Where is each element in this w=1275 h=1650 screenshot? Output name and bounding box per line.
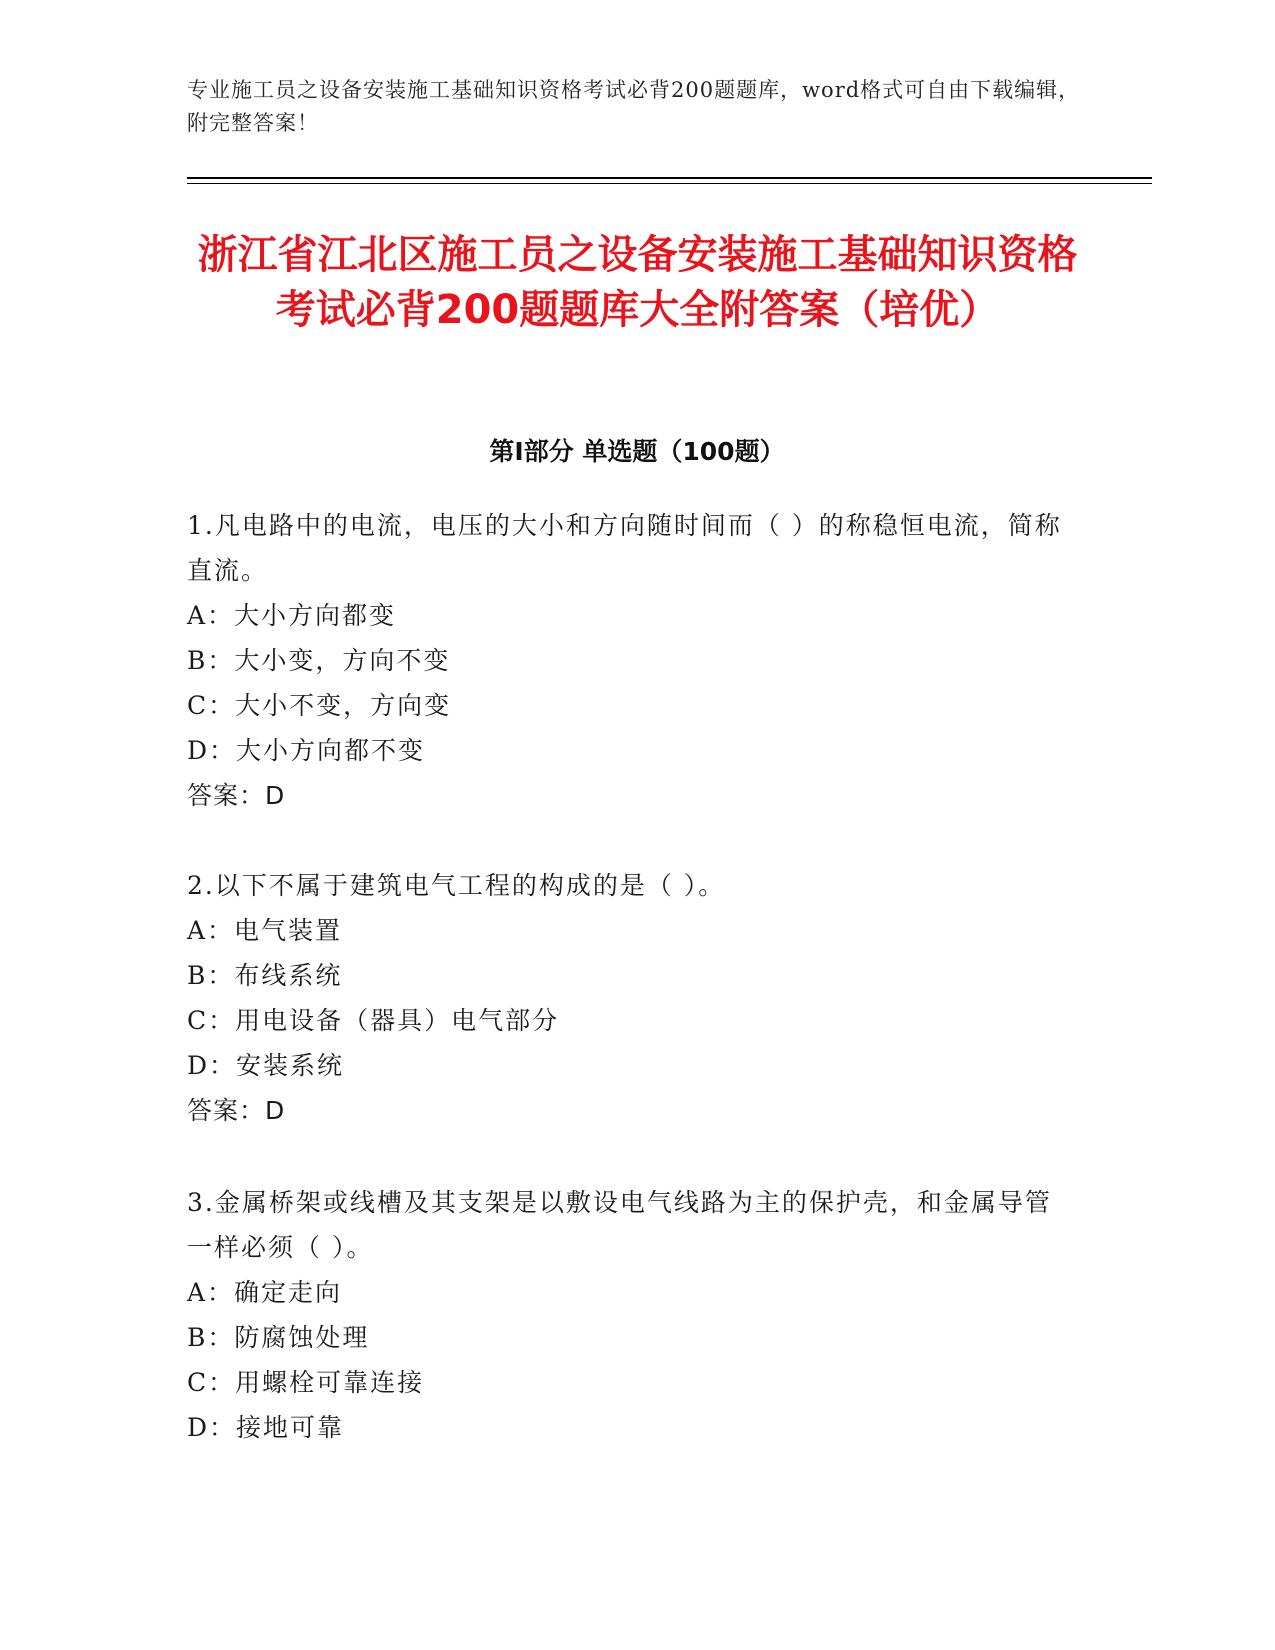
option-a: A：大小方向都变 — [187, 601, 397, 630]
answer: 答案：D — [187, 1096, 286, 1125]
option-c: C：大小不变，方向变 — [187, 691, 452, 720]
document-title: 浙江省江北区施工员之设备安装施工基础知识资格考试必背200题题库大全附答案（培优） — [197, 232, 1078, 333]
header-divider-thick — [187, 177, 1152, 179]
option-d: D：接地可靠 — [187, 1413, 345, 1442]
header-divider-thin — [187, 183, 1152, 184]
question-stem: 2.以下不属于建筑电气工程的构成的是（ ）。 — [187, 871, 726, 900]
question-2 — [187, 863, 1067, 1133]
option-d: D：安装系统 — [187, 1051, 345, 1080]
option-b: B：防腐蚀处理 — [187, 1323, 370, 1352]
option-d: D：大小方向都不变 — [187, 736, 426, 765]
option-a: A：确定走向 — [187, 1278, 343, 1307]
header-note: 专业施工员之设备安装施工基础知识资格考试必背200题题库，word格式可自由下载编辑，附完整答案！ — [187, 78, 1081, 135]
section-heading: 第Ⅰ部分 单选题（100题） — [489, 437, 785, 466]
option-b: B：大小变，方向不变 — [187, 646, 451, 675]
question-stem: 1.凡电路中的电流，电压的大小和方向随时间而（ ）的称稳恒电流，简称直流。 — [187, 511, 1062, 585]
question-stem: 3.金属桥架或线槽及其支架是以敷设电气线路为主的保护壳，和金属导管一样必须（ ）。 — [187, 1188, 1052, 1262]
question-3 — [187, 1180, 1067, 1450]
option-a: A：电气装置 — [187, 916, 343, 945]
option-b: B：布线系统 — [187, 961, 343, 990]
answer: 答案：D — [187, 781, 286, 810]
question-1 — [187, 503, 1067, 818]
option-c: C：用螺栓可靠连接 — [187, 1368, 425, 1397]
option-c: C：用电设备（器具）电气部分 — [187, 1006, 560, 1035]
